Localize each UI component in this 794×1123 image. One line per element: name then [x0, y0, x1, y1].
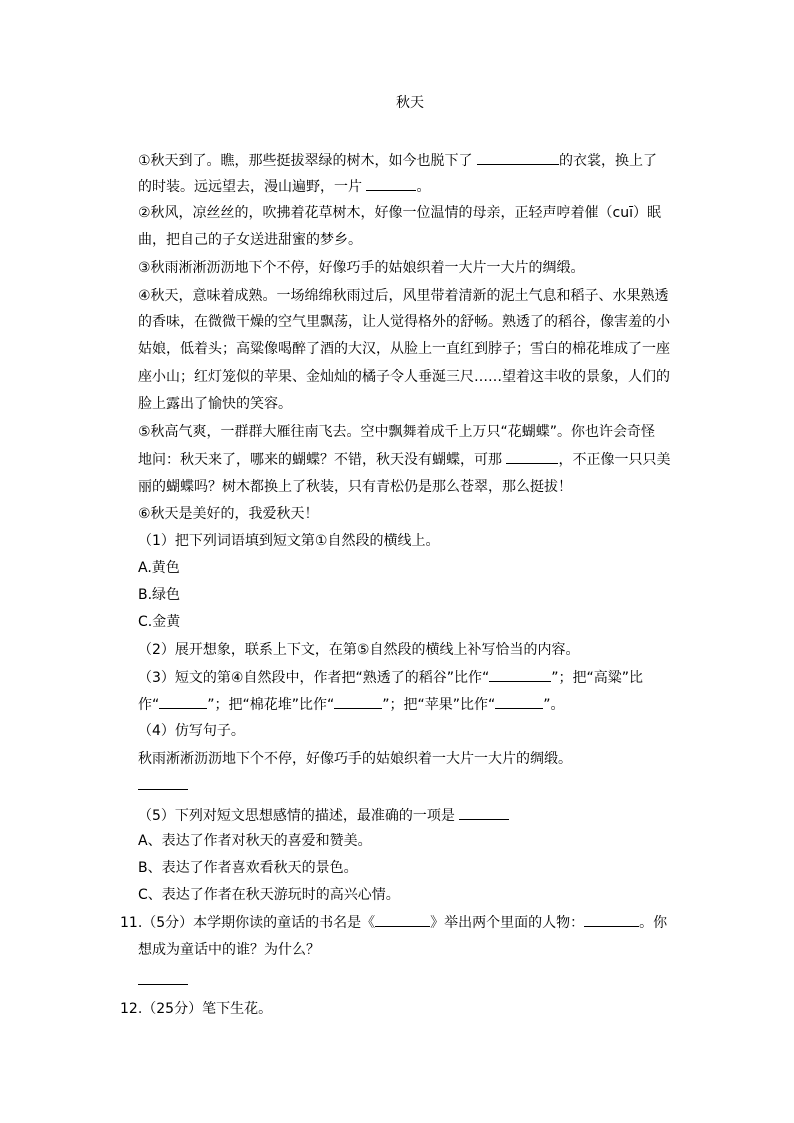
- line-text: （2）展开想象，联系上下文，在第⑤自然段的横线上补写恰当的内容。: [138, 642, 580, 658]
- line-text: 脸上露出了愉快的笑容。: [138, 396, 292, 412]
- text-line: [138, 559, 180, 577]
- line-text: ”；把“苹果”比作“: [382, 697, 496, 713]
- answer-line[interactable]: [138, 984, 188, 985]
- text-line: [138, 450, 670, 469]
- line-text: ，不正像一只只美: [558, 452, 671, 468]
- text-line: [138, 177, 430, 196]
- line-text: 12.（25分）笔下生花。: [120, 1001, 273, 1017]
- text-line: [138, 151, 657, 170]
- text-line: [138, 395, 292, 413]
- line-text: 。: [416, 179, 431, 195]
- line-text: 姑娘，低着头；高粱像喝醉了酒的大汉，从脸上一直红到脖子；雪白的棉花堆成了一座: [138, 341, 670, 357]
- line-text: 地问：秋天来了，哪来的蝴蝶？不错，秋天没有蝴蝶，可那: [138, 452, 507, 468]
- line-text: 11.（5分）本学期你读的童话的书名是《: [120, 915, 376, 931]
- text-line: [138, 695, 565, 714]
- line-text: 曲，把自己的子女送进甜蜜的梦乡。: [138, 232, 362, 248]
- line-text: B、表达了作者喜欢看秋天的景色。: [138, 860, 358, 876]
- line-text: 作“: [138, 697, 160, 713]
- fill-in-blank[interactable]: [477, 151, 559, 165]
- text-line: [138, 586, 180, 604]
- text-line: [138, 750, 572, 768]
- line-text: ①秋天到了。瞧，那些挺拔翠绿的树木，如今也脱下了: [138, 153, 477, 169]
- text-line: [138, 204, 661, 222]
- line-text: 。你: [639, 915, 668, 931]
- text-line: [138, 722, 245, 740]
- line-text: ③秋雨淅淅沥沥地下个不停，好像巧手的姑娘织着一大片一大片的绸缎。: [138, 260, 585, 276]
- fill-in-blank[interactable]: [584, 913, 639, 927]
- line-text: A、表达了作者对秋天的喜爱和赞美。: [138, 833, 372, 849]
- document-title: 秋天: [396, 95, 424, 111]
- text-line: [138, 859, 358, 877]
- line-text: ”；把“高粱”比: [551, 670, 643, 686]
- text-line: [138, 668, 643, 687]
- fill-in-blank[interactable]: [506, 450, 558, 464]
- text-line: [138, 368, 670, 386]
- text-line: [138, 532, 439, 550]
- text-line: [120, 913, 667, 932]
- fill-in-blank[interactable]: [495, 695, 543, 709]
- fill-in-blank[interactable]: [366, 177, 416, 191]
- line-text: 丽的蝴蝶吗？树木都换上了秋装，只有青松仍是那么苍翠，那么挺拔！: [138, 479, 572, 495]
- text-line: [138, 287, 669, 305]
- text-line: [138, 613, 180, 631]
- line-text: 座小山；红灯笼似的苹果、金灿灿的橘子令人垂涎三尺……望着这丰收的景象，人们的: [138, 369, 670, 385]
- text-line: [138, 886, 400, 904]
- fill-in-blank[interactable]: [159, 695, 207, 709]
- text-line: [120, 1000, 272, 1018]
- line-text: 的衣裳，换上了: [559, 153, 657, 169]
- text-line: [138, 505, 319, 523]
- line-text: 的时装。远远望去，漫山遍野，一片: [138, 179, 367, 195]
- text-line: [138, 832, 372, 850]
- text-line: [138, 806, 509, 825]
- text-line: [138, 941, 320, 959]
- fill-in-blank[interactable]: [489, 668, 551, 682]
- fill-in-blank[interactable]: [375, 913, 430, 927]
- text-line: [138, 259, 585, 277]
- line-text: （3）短文的第④自然段中，作者把“熟透了的稻谷”比作“: [138, 670, 490, 686]
- line-text: ⑥秋天是美好的，我爱秋天！: [138, 506, 319, 522]
- text-line: [138, 423, 655, 441]
- line-text: C、表达了作者在秋天游玩时的高兴心情。: [138, 887, 400, 903]
- line-text: （4）仿写句子。: [138, 723, 245, 739]
- line-text: ⑤秋高气爽，一群群大雁往南飞去。空中飘舞着成千上万只“花蝴蝶”。你也许会奇怪: [138, 424, 656, 440]
- line-text: （5）下列对短文思想感情的描述，最准确的一项是: [138, 808, 460, 824]
- line-text: 想成为童话中的谁？为什么？: [138, 942, 320, 958]
- fill-in-blank[interactable]: [459, 806, 509, 820]
- line-text: 》举出两个里面的人物：: [430, 915, 585, 931]
- line-text: ”；把“棉花堆”比作“: [207, 697, 335, 713]
- line-text: ”。: [543, 697, 565, 713]
- line-text: C.金黄: [138, 614, 181, 630]
- text-line: [138, 231, 362, 249]
- line-text: 秋雨淅淅沥沥地下个不停，好像巧手的姑娘织着一大片一大片的绸缎。: [138, 751, 572, 767]
- text-line: [138, 641, 579, 659]
- answer-line[interactable]: [138, 789, 188, 790]
- text-line: [138, 478, 572, 496]
- fill-in-blank[interactable]: [334, 695, 382, 709]
- text-line: [138, 340, 670, 358]
- line-text: （1）把下列词语填到短文第①自然段的横线上。: [138, 533, 440, 549]
- line-text: ②秋风，凉丝丝的，吹拂着花草树木，好像一位温情的母亲，正轻声哼着催（cuī）眠: [138, 205, 662, 221]
- line-text: 的香味，在微微干燥的空气里飘荡，让人觉得格外的舒畅。熟透了的稻谷，像害羞的小: [138, 314, 670, 330]
- line-text: B.绿色: [138, 587, 181, 603]
- line-text: ④秋天，意味着成熟。一场绵绵秋雨过后，风里带着清新的泥土气息和稻子、水果熟透: [138, 288, 669, 304]
- text-line: [138, 313, 670, 331]
- line-text: A.黄色: [138, 560, 180, 576]
